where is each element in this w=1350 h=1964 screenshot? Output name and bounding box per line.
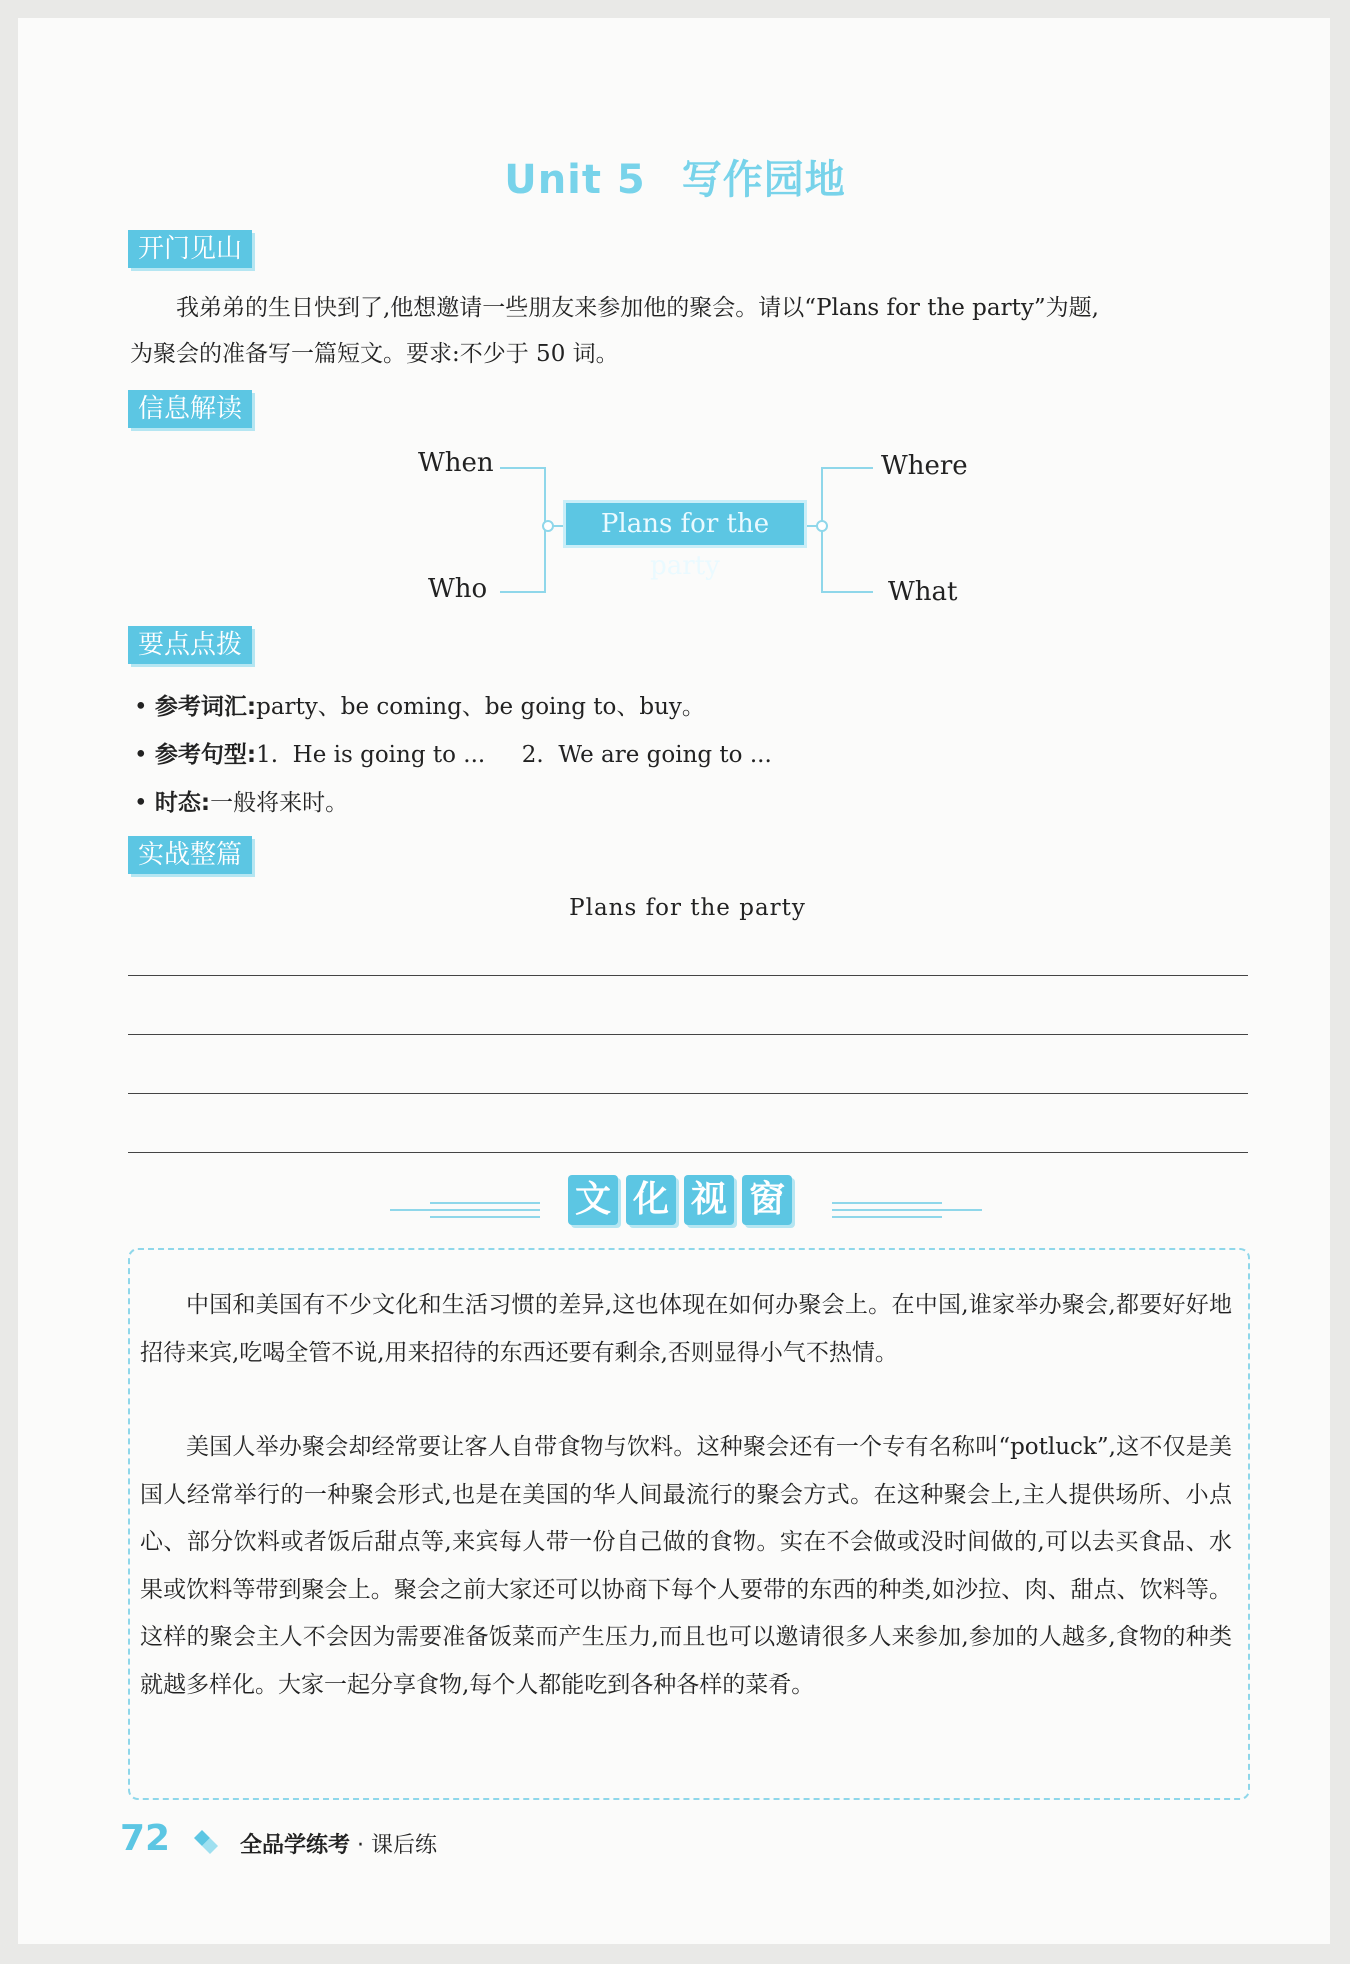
section-tag-info: 信息解读 — [128, 390, 252, 428]
culture-heading-char: 化 — [626, 1175, 676, 1225]
tip-sentences-label: 参考句型: — [154, 742, 257, 768]
title-name: 写作园地 — [681, 157, 846, 203]
footer-book — [240, 1828, 437, 1859]
tip-sentences: • 参考句型:1. He is going to ... 2. We are going to ... — [134, 742, 772, 768]
culture-heading-char: 视 — [684, 1175, 734, 1225]
tip-vocab: • 参考词汇:party、be coming、be going to、buy。 — [134, 694, 705, 720]
tip-tense-text: 一般将来时。 — [210, 790, 349, 816]
culture-heading-char: 窗 — [742, 1175, 792, 1225]
footer-book-name: 全品学练考 — [240, 1833, 351, 1858]
mindmap-what: What — [888, 577, 958, 607]
section-tag-points: 要点点拨 — [128, 626, 252, 664]
culture-paragraph-1: 中国和美国有不少文化和生活习惯的差异,这也体现在如何办聚会上。在中国,谁家举办聚会,都要好好地招待来宾,吃喝全管不说,用来招待的东西还要有剩余,否则显得小气不热情。 — [140, 1292, 1232, 1366]
culture-heading-char: 文 — [568, 1175, 618, 1225]
culture-heading — [568, 1175, 792, 1225]
mindmap-where: Where — [881, 451, 968, 481]
tip-tense: • 时态:一般将来时。 — [134, 790, 349, 816]
section-tag-practice: 实战整篇 — [128, 836, 252, 874]
section-tag-intro: 开门见山 — [128, 230, 252, 268]
tip-tense-label: 时态: — [154, 790, 211, 816]
page-number: 72 — [120, 1818, 171, 1859]
culture-paragraph-2: 美国人举办聚会却经常要让客人自带食物与饮料。这种聚会还有一个专有名称叫“potluck”,这不仅是美国人经常举行的一种聚会形式,也是在美国的华人间最流行的聚会方式。在这种聚会上,主人提供场所、小点心、部分饮料或者饭后甜点等,来宾每人带一份自己做的食物。实在不会做或没时间做的,可以去买食品、水果或饮料等带到聚会上。聚会之前大家还可以协商下每个人要带的东西的种类,如沙拉、肉、甜点、饮料等。这样的聚会主人不会因为需要准备饭菜而产生压力,而且也可以邀请很多人来参加,参加的人越多,食物的种类就越多样化。大家一起分享食物,每个人都能吃到各种各样的菜肴。 — [140, 1434, 1232, 1698]
unit-label: Unit 5 — [504, 157, 646, 203]
writing-title: Plans for the party — [569, 895, 806, 921]
mindmap-center: Plans for the party — [566, 503, 804, 545]
mindmap-when: When — [418, 448, 494, 478]
mindmap-who: Who — [428, 574, 488, 604]
prompt-line-1: 我弟弟的生日快到了,他想邀请一些朋友来参加他的聚会。请以“Plans for the party”为题, — [176, 295, 1099, 321]
tip-vocab-label: 参考词汇: — [154, 694, 257, 720]
footer-dot: · — [357, 1833, 365, 1858]
tip-sentences-text: 1. He is going to ... 2. We are going to ... — [256, 742, 772, 768]
footer-subtitle: 课后练 — [371, 1833, 438, 1858]
diamond-icon — [192, 1828, 222, 1858]
prompt-line-2: 为聚会的准备写一篇短文。要求:不少于 50 词。 — [130, 341, 619, 367]
tip-vocab-text: party、be coming、be going to、buy。 — [256, 694, 705, 720]
